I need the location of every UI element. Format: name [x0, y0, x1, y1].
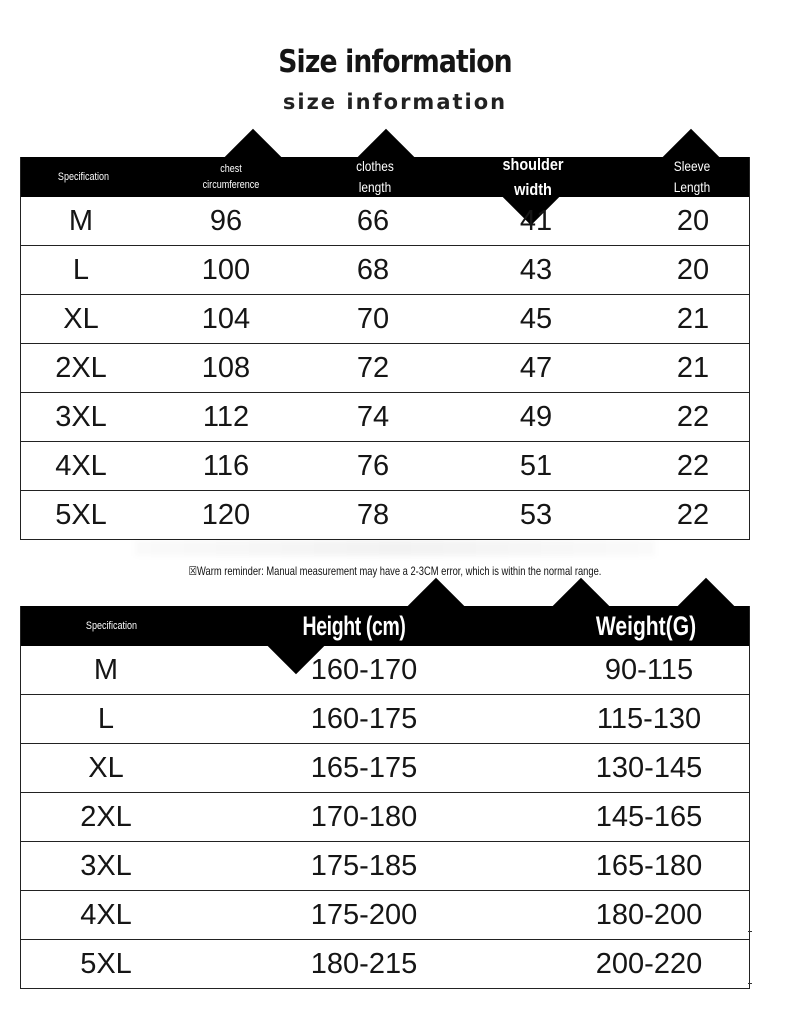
chest-cell: 100 [201, 254, 251, 286]
header-weight: Weight(G) [595, 610, 697, 641]
table-row [21, 344, 749, 393]
size-cell: XL [88, 752, 124, 784]
table-row [21, 793, 749, 842]
table-row [21, 842, 749, 891]
table-row [21, 246, 749, 295]
size-cell: 2XL [80, 801, 132, 833]
page-title: Size information [278, 44, 512, 80]
header-height: Height (cm) [302, 610, 406, 641]
header-sleeve-length: Sleeve Length [673, 158, 711, 195]
size-cell: 3XL [80, 850, 132, 882]
shoulder-cell: 51 [519, 450, 553, 482]
weight-cell: 90-115 [604, 654, 694, 686]
chest-cell: 116 [202, 450, 250, 482]
chest-cell: 108 [201, 352, 251, 384]
weight-cell: 145-165 [595, 801, 703, 833]
chest-cell: 96 [209, 205, 243, 237]
sleeve-cell: 20 [676, 205, 710, 237]
sleeve-cell: 21 [676, 352, 710, 384]
table-row [21, 744, 749, 793]
shoulder-cell: 53 [519, 499, 553, 531]
size-cell: 5XL [80, 948, 132, 980]
length-cell: 68 [356, 254, 390, 286]
faded-background-text [135, 540, 655, 556]
sleeve-cell: 22 [676, 499, 710, 531]
table-row [21, 197, 749, 246]
table-row [21, 646, 749, 695]
table-row [21, 940, 749, 989]
sleeve-cell: 22 [676, 401, 710, 433]
header-decor-shape [408, 578, 465, 635]
height-cell: 175-185 [310, 850, 418, 882]
size-cell: XL [63, 303, 99, 335]
header-clothes-length: clothes length [356, 158, 394, 195]
size-cell: L [97, 703, 115, 735]
header-chest-circumference: chest circumference [202, 162, 260, 191]
size-cell: M [68, 205, 94, 237]
length-cell: 66 [356, 205, 390, 237]
table-row [21, 295, 749, 344]
size-cell: L [72, 254, 90, 286]
table-row [21, 442, 749, 491]
weight-cell: 180-200 [595, 899, 703, 931]
height-cell: 170-180 [310, 801, 418, 833]
shoulder-cell: 45 [519, 303, 553, 335]
size-cell: 4XL [80, 899, 132, 931]
garment-table-header [21, 154, 749, 199]
page-subtitle: size information [282, 90, 508, 114]
table-row [21, 393, 749, 442]
weight-cell: 200-220 [595, 948, 703, 980]
height-cell: 160-170 [310, 654, 418, 686]
height-cell: 180-215 [310, 948, 418, 980]
header-specification: Specification [85, 619, 138, 632]
warm-reminder-note: ☒Warm reminder: Manual measurement may have a 2-3CM error, which is within the normal range. [188, 564, 602, 578]
header-shoulder-width: shoulder width [502, 154, 564, 199]
sleeve-cell: 20 [676, 254, 710, 286]
shoulder-cell: 41 [519, 205, 553, 237]
shoulder-cell: 43 [519, 254, 553, 286]
length-cell: 70 [356, 303, 390, 335]
length-cell: 76 [356, 450, 390, 482]
size-cell: 3XL [55, 401, 107, 433]
divider [748, 931, 752, 932]
weight-cell: 165-180 [595, 850, 703, 882]
size-cell: 4XL [55, 450, 107, 482]
garment-size-table [20, 154, 750, 540]
sleeve-cell: 22 [676, 450, 710, 482]
body-size-table [20, 606, 750, 989]
length-cell: 74 [356, 401, 390, 433]
length-cell: 78 [356, 499, 390, 531]
table-row [21, 695, 749, 744]
body-table-header [21, 606, 749, 646]
table-row [21, 891, 749, 940]
height-cell: 165-175 [310, 752, 418, 784]
table-row [21, 491, 749, 540]
height-cell: 175-200 [310, 899, 418, 931]
size-cell: M [93, 654, 119, 686]
sleeve-cell: 21 [676, 303, 710, 335]
shoulder-cell: 49 [519, 401, 553, 433]
weight-cell: 130-145 [595, 752, 703, 784]
header-specification: Specification [57, 170, 110, 183]
height-cell: 160-175 [310, 703, 418, 735]
divider [748, 983, 752, 984]
weight-cell: 115-130 [596, 703, 702, 735]
length-cell: 72 [356, 352, 390, 384]
size-cell: 2XL [55, 352, 107, 384]
chest-cell: 120 [201, 499, 251, 531]
chest-cell: 104 [201, 303, 251, 335]
size-cell: 5XL [55, 499, 107, 531]
shoulder-cell: 47 [519, 352, 553, 384]
chest-cell: 112 [202, 401, 250, 433]
